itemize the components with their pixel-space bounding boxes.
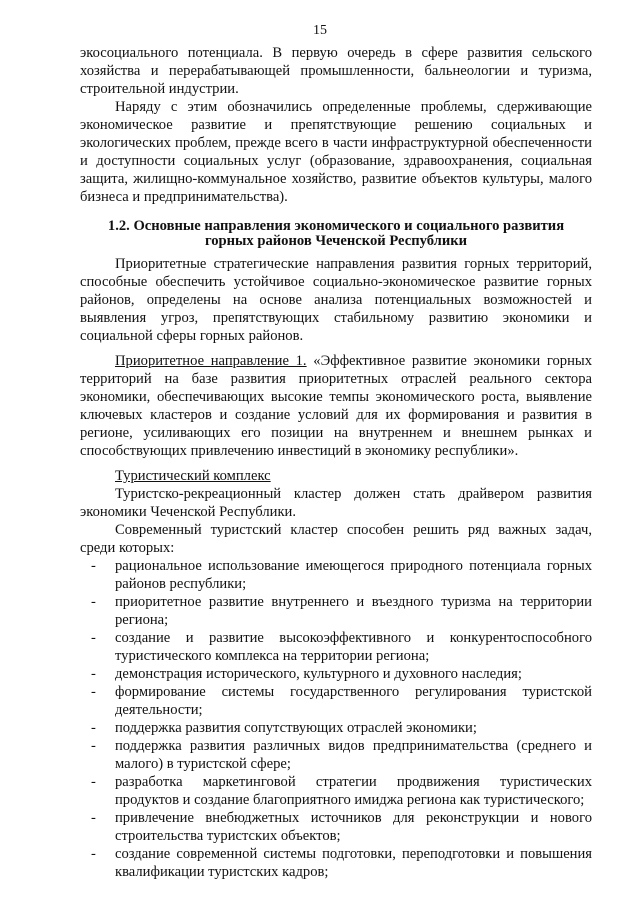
document-body [80, 44, 592, 881]
list-item: - разработка маркетинговой стратегии продвижения туристических продуктов и создание благоприятного имиджа региона как туристического; [91, 774, 592, 808]
list-item: - рациональное использование имеющегося природного потенциала горных районов республики; [91, 558, 592, 592]
list-dash: - [91, 684, 96, 700]
paragraph-intro: Приоритетные стратегические направления развития горных территорий, способные обеспечить устойчивое социально-экономическое развитие горных районов, определены на основе анализа потенциальных возможностей и выявления угроз, препятствующих стабильному развитию экономики и социальной сферы горных районов. [80, 256, 592, 344]
list-item: - создание современной системы подготовки, переподготовки и повышения квалификации туристских кадров; [91, 846, 592, 880]
paragraph-tourism-2: Современный туристский кластер способен решить ряд важных задач, среди которых: [80, 522, 592, 556]
list-dash: - [91, 720, 96, 736]
priority-text: «Эффективное развитие экономики горных территорий на базе развития приоритетных отраслей реального сектора экономики, обеспечивающих высокие темпы экономического роста, выявление ключевых кластеров и создание условий для их формирования и развития в регионе, усиливающих его позиции на внутреннем и внешнем рынках и способствующих привлечению инвестиций в экономику республики». [80, 353, 592, 459]
list-item: - поддержка развития сопутствующих отраслей экономики; [91, 720, 477, 736]
list-dash: - [91, 630, 96, 646]
paragraph-priority [80, 352, 592, 460]
task-list [80, 557, 592, 881]
list-dash: - [91, 666, 96, 682]
list-dash: - [91, 594, 96, 610]
list-item: - демонстрация исторического, культурного и духовного наследия; [91, 666, 522, 682]
subheading-tourism-text: Туристический комплекс [115, 468, 271, 484]
list-dash: - [91, 738, 96, 754]
section-heading [80, 219, 592, 249]
list-item: - привлечение внебюджетных источников для реконструкции и нового строительства туристских объектов; [91, 810, 592, 844]
page-number: 15 [313, 23, 327, 38]
section-heading-line1: 1.2. Основные направления экономического и социального развития [107, 218, 565, 234]
paragraph-problems: Наряду с этим обозначились определенные проблемы, сдерживающие экономическое развитие и препятствующие решению социальных и экологических проблем, прежде всего в части инфраструктурной обеспеченности и доступности социальных услуг (образование, здравоохранения, социальная защита, жилищно-коммунальное хозяйство, развитие объектов культуры, малого бизнеса и предпринимательства). [80, 99, 592, 205]
subheading-tourism [80, 467, 592, 485]
list-item: - приоритетное развитие внутреннего и въездного туризма на территории региона; [91, 594, 592, 628]
list-dash: - [91, 774, 96, 790]
list-dash: - [91, 846, 96, 862]
list-dash: - [91, 810, 96, 826]
list-item: - формирование системы государственного регулирования туристской деятельности; [91, 684, 592, 718]
list-dash: - [91, 558, 96, 574]
priority-label: Приоритетное направление 1. [115, 353, 307, 369]
list-item: - создание и развитие высокоэффективного и конкурентоспособного туристического комплекса на территории региона; [91, 630, 592, 664]
section-heading-line2: горных районов Чеченской Республики [204, 233, 468, 249]
paragraph-tourism-1: Туристско-рекреационный кластер должен стать драйвером развития экономики Чеченской Республики. [80, 486, 592, 520]
paragraph-continuation: экосоциального потенциала. В первую очередь в сфере развития сельского хозяйства и перерабатывающей промышленности, бальнеологии и туризма, строительной индустрии. [80, 45, 592, 97]
list-item: - поддержка развития различных видов предпринимательства (среднего и малого) в туристской сфере; [91, 738, 592, 772]
